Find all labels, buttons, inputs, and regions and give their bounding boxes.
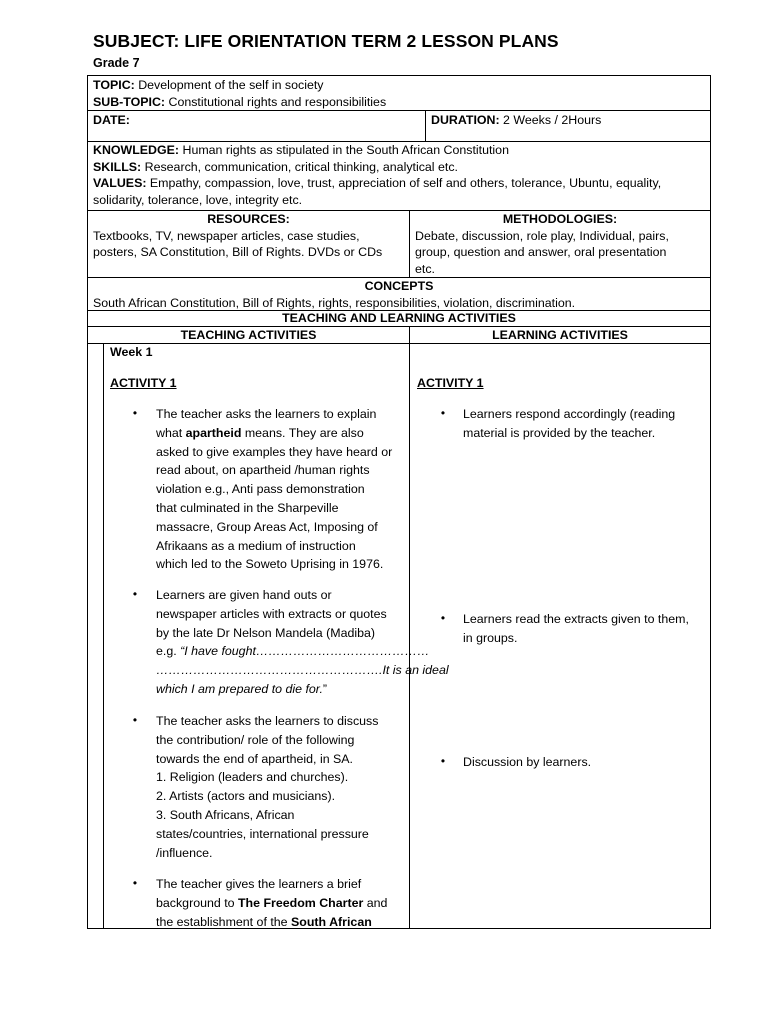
concepts-row <box>88 277 710 310</box>
skills-line <box>93 159 705 176</box>
bullet-icon: • <box>132 587 138 601</box>
text-line: e.g. “I have fought…………………………………… <box>156 644 430 659</box>
text-line: Learners respond accordingly (reading <box>463 407 676 421</box>
concepts-value: South African Constitution, Bill of Rights, rights, responsibilities, violation, discrimination. <box>93 295 576 310</box>
learning-activity-heading: ACTIVITY 1 <box>417 376 484 390</box>
text-line: that culminated in the Sharpeville <box>156 500 339 515</box>
text-line: 3. South Africans, African <box>156 807 295 822</box>
text-line: background to The Freedom Charter and <box>156 895 388 910</box>
methodologies-heading: METHODOLOGIES: <box>502 212 618 226</box>
skills-label: SKILLS: <box>93 159 142 174</box>
resources-cell <box>88 211 409 277</box>
knowledge-value: Human rights as stipulated in the South African Constitution <box>179 143 509 157</box>
bullet-icon: • <box>132 406 138 420</box>
teaching-activity-heading: ACTIVITY 1 <box>110 376 177 390</box>
page-title: SUBJECT: LIFE ORIENTATION TERM 2 LESSON PLANS <box>93 31 559 51</box>
concepts-heading: CONCEPTS <box>364 279 434 293</box>
text-line: Discussion by learners. <box>463 755 592 769</box>
bullet-icon: • <box>440 406 446 420</box>
text-line: which I am prepared to die for.” <box>156 681 328 696</box>
text-line: in groups. <box>463 630 518 645</box>
topic-line <box>93 77 705 94</box>
text-line: /influence. <box>156 845 213 860</box>
ksv-row <box>88 141 710 210</box>
duration-value: 2 Weeks / 2Hours <box>499 113 602 127</box>
text-line: what apartheid means. They are also <box>156 425 364 440</box>
text-line: asked to give examples they have heard or <box>156 444 393 459</box>
text-line: by the late Dr Nelson Mandela (Madiba) <box>156 625 376 640</box>
knowledge-line <box>93 142 705 159</box>
duration-cell <box>425 111 710 141</box>
date-label: DATE: <box>93 113 130 127</box>
values-label: VALUES: <box>93 176 147 190</box>
text-line: which led to the Soweto Uprising in 1976. <box>156 557 384 572</box>
teaching-activities-heading: TEACHING ACTIVITIES <box>180 328 317 342</box>
bullet-icon: • <box>132 713 138 727</box>
margin-rule <box>103 344 104 928</box>
resources-line-2: posters, SA Constitution, Bill of Rights. DVDs or CDs <box>93 245 383 259</box>
activities-header-row <box>88 326 710 343</box>
topic-label: TOPIC: <box>93 78 135 92</box>
methodologies-line-1: Debate, discussion, role play, Individual, pairs, <box>415 228 669 243</box>
learning-activities-heading: LEARNING ACTIVITIES <box>409 327 710 343</box>
text-line: towards the end of apartheid, in SA. <box>156 751 353 766</box>
methodologies-line-3: etc. <box>415 261 435 276</box>
values-line <box>93 175 705 192</box>
resources-methods-row <box>88 210 710 277</box>
topic-row <box>88 76 710 110</box>
teaching-column <box>88 344 449 929</box>
text-line: 2. Artists (actors and musicians). <box>156 789 336 804</box>
text-line: The teacher asks the learners to explain <box>156 407 377 421</box>
week-label: Week 1 <box>110 345 153 359</box>
date-cell <box>88 111 425 141</box>
date-duration-row <box>88 110 710 141</box>
methodologies-cell <box>409 211 710 277</box>
text-line: massacre, Group Areas Act, Imposing of <box>156 519 378 534</box>
topic-value: Development of the self in society <box>134 78 324 92</box>
text-line: Afrikaans as a medium of instruction <box>156 538 356 553</box>
grade-label: Grade 7 <box>93 56 140 70</box>
tla-heading-row <box>88 310 710 326</box>
sub-topic-line <box>93 94 705 111</box>
lesson-plan-table <box>87 75 711 929</box>
learning-column <box>409 344 710 928</box>
text-line: Learners read the extracts given to them, <box>463 612 689 626</box>
duration-label: DURATION: <box>431 113 500 127</box>
skills-value: Research, communication, critical thinking, analytical etc. <box>141 159 458 174</box>
text-line: The teacher gives the learners a brief <box>156 877 362 891</box>
text-line: violation e.g., Anti pass demonstration <box>156 482 365 497</box>
text-line: the establishment of the South African <box>156 914 372 929</box>
text-line: material is provided by the teacher. <box>463 425 656 440</box>
text-line: read about, on apartheid /human rights <box>156 463 370 478</box>
tla-heading: TEACHING AND LEARNING ACTIVITIES <box>282 311 516 325</box>
methodologies-line-2: group, question and answer, oral presentation <box>415 245 667 259</box>
text-line: newspaper articles with extracts or quotes <box>156 606 387 621</box>
text-line: ……………………………………………….It is an ideal <box>156 663 449 678</box>
bullet-icon: • <box>132 876 138 890</box>
bullet-icon: • <box>440 611 446 625</box>
bullet-icon: • <box>440 754 446 768</box>
sub-topic-label: SUB-TOPIC: <box>93 94 166 109</box>
text-line: the contribution/ role of the following <box>156 732 355 747</box>
values-line-2: solidarity, tolerance, love, integrity etc. <box>93 192 303 207</box>
knowledge-label: KNOWLEDGE: <box>93 143 180 157</box>
resources-heading: RESOURCES: <box>207 212 290 226</box>
text-line: Learners are given hand outs or <box>156 588 332 602</box>
values-value: Empathy, compassion, love, trust, appreciation of self and others, tolerance, Ubuntu, equality, <box>146 176 662 190</box>
sub-topic-value: Constitutional rights and responsibilities <box>165 94 387 109</box>
text-line: The teacher asks the learners to discuss <box>156 714 379 728</box>
text-line: states/countries, international pressure <box>156 826 369 841</box>
text-line: 1. Religion (leaders and churches). <box>156 770 349 785</box>
activities-body-row <box>88 343 710 928</box>
resources-line-1: Textbooks, TV, newspaper articles, case studies, <box>93 228 360 243</box>
